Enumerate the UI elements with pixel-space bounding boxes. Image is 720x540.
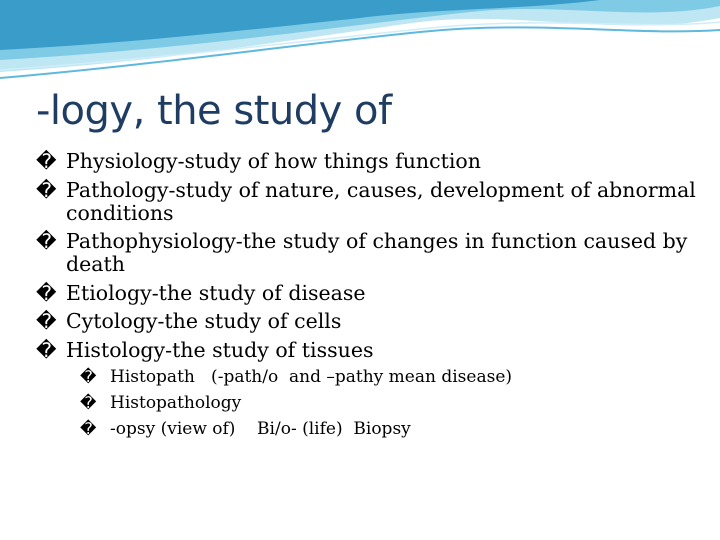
bullet-icon: � xyxy=(36,309,57,333)
sub-bullet-item xyxy=(36,419,696,439)
slide-title: -logy, the study of xyxy=(36,88,392,134)
sub-bullet-icon: � xyxy=(80,367,97,386)
bullet-text: Cytology-the study of cells xyxy=(66,309,342,333)
header-wave-decoration xyxy=(0,0,720,90)
bullet-text: Pathophysiology-the study of changes in function caused by death xyxy=(66,229,688,276)
bullet-icon: � xyxy=(36,229,57,253)
bullet-item xyxy=(36,230,696,276)
sub-bullet-text: -opsy (view of) Bi/o- (life) Biopsy xyxy=(110,419,411,439)
bullet-icon: � xyxy=(36,280,57,305)
slide-body xyxy=(36,150,696,445)
sub-bullet-icon: � xyxy=(80,393,97,412)
sub-bullet-text: Histopath (-path/o and –pathy mean disease) xyxy=(110,367,513,387)
bullet-item xyxy=(36,179,696,225)
bullet-text: Histology-the study of tissues xyxy=(66,337,374,362)
sub-bullet-text: Histopathology xyxy=(110,393,242,413)
bullet-item xyxy=(36,310,696,333)
sub-bullet-item xyxy=(36,393,696,413)
bullet-icon: � xyxy=(36,337,57,362)
bullet-text: Pathology-study of nature, causes, development of abnormal conditions xyxy=(66,177,696,225)
bullet-icon: � xyxy=(36,177,57,202)
bullet-text: Physiology-study of how things function xyxy=(66,149,481,173)
bullet-text: Etiology-the study of disease xyxy=(66,280,366,305)
bullet-item xyxy=(36,282,696,305)
bullet-item xyxy=(36,150,696,173)
sub-bullet-icon: � xyxy=(80,419,97,438)
bullet-item xyxy=(36,339,696,362)
sub-bullet-item xyxy=(36,367,696,387)
bullet-icon: � xyxy=(36,149,57,173)
